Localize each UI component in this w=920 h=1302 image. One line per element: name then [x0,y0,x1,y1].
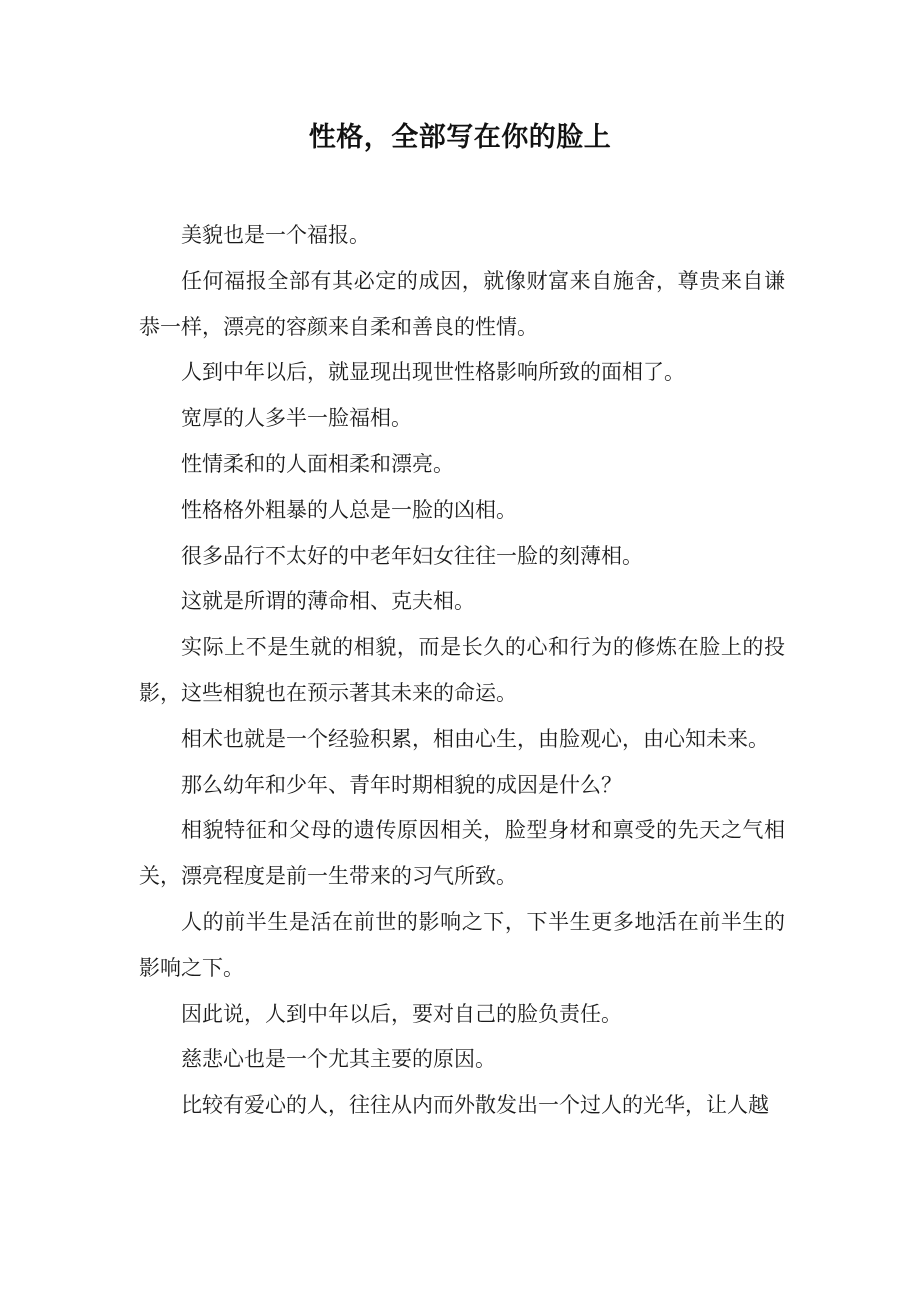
paragraph: 人的前半生是活在前世的影响之下，下半生更多地活在前半生的影响之下。 [139,909,785,980]
paragraph: 实际上不是生就的相貌，而是长久的心和行为的修炼在脸上的投影，这些相貌也在预示著其未来的命运。 [139,635,785,705]
paragraph: 人到中年以后，就显现出现世性格影响所致的面相了。 [181,360,685,385]
paragraph: 那么幼年和少年、青年时期相貌的成因是什么？ [181,772,622,797]
paragraph: 慈悲心也是一个尤其主要的原因。 [181,1047,496,1072]
paragraph: 相貌特征和父母的遗传原因相关，脸型身材和禀受的先天之气相关，漂亮程度是前一生带来的习气所致。 [139,818,785,889]
paragraph: 比较有爱心的人，往往从内而外散发出一个过人的光华，让人越 [181,1093,769,1118]
paragraph: 性格格外粗暴的人总是一脸的凶相。 [181,497,517,522]
paragraph: 宽厚的人多半一脸福相。 [181,406,412,431]
page-title: 性格，全部写在你的脸上 [308,122,612,153]
paragraph: 这就是所谓的薄命相、克夫相。 [181,589,475,614]
paragraph: 性情柔和的人面相柔和漂亮。 [181,451,454,476]
paragraph: 美貌也是一个福报。 [181,223,370,247]
paragraph: 任何福报全部有其必定的成因，就像财富来自施舍，尊贵来自谦恭一样，漂亮的容颜来自柔和善良的性情。 [139,268,785,339]
paragraph: 很多品行不太好的中老年妇女往往一脸的刻薄相。 [181,543,643,568]
article-body [139,213,785,1129]
paragraph: 相术也就是一个经验积累，相由心生，由脸观心，由心知未来。 [181,726,769,751]
paragraph: 因此说，人到中年以后，要对自己的脸负责任。 [181,1001,622,1026]
